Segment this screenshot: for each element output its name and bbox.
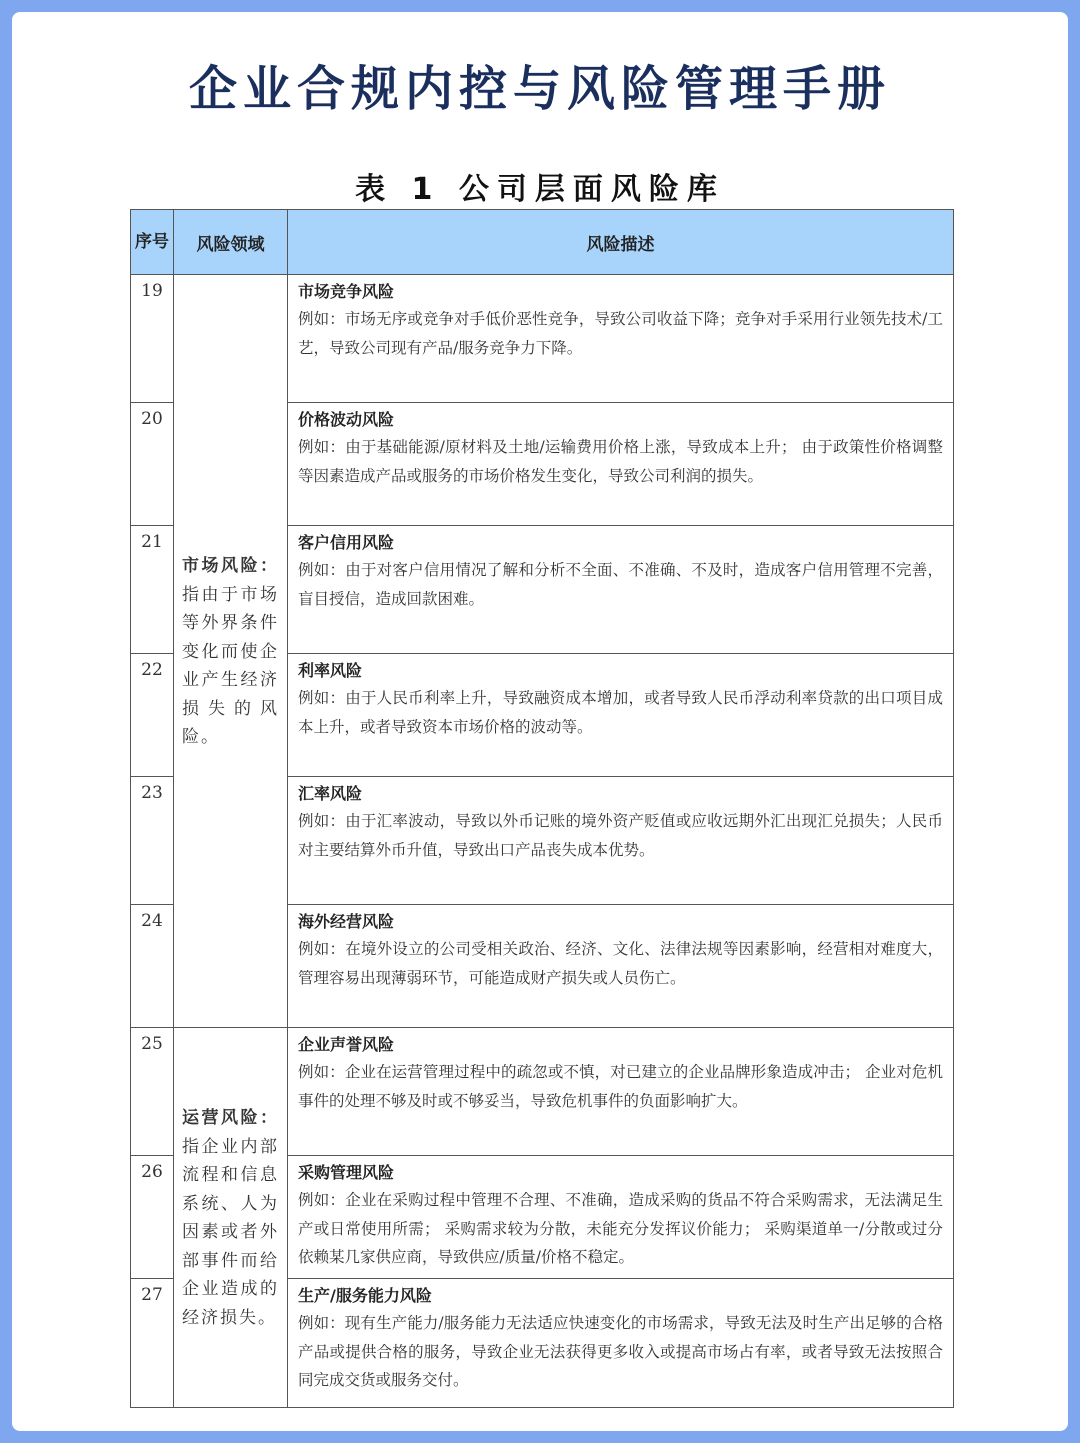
risk-example: 例如：企业在采购过程中管理不合理、不准确，造成采购的货品不符合采购需求，无法满足生产或日常使用所需； 采购需求较为分散，未能充分发挥议价能力； 采购渠道单一/分散或过分依赖某几家供应商，导致供应/质量/价格不稳定。 bbox=[298, 1191, 943, 1266]
risk-area-definition: 指企业内部流程和信息系统、人为因素或者外部事件而给企业造成的经济损失。 bbox=[182, 1136, 279, 1328]
risk-area-definition: 指由于市场等外界条件变化而使企业产生经济损失的风险。 bbox=[182, 584, 279, 747]
risk-description bbox=[288, 1279, 954, 1408]
risk-area-market bbox=[174, 275, 288, 1028]
risk-area-heading: 运营风险： bbox=[182, 1108, 279, 1128]
risk-example: 例如：由于汇率波动，导致以外币记账的境外资产贬值或应收远期外汇出现汇兑损失；人民币对主要结算外币升值，导致出口产品丧失成本优势。 bbox=[298, 812, 943, 859]
risk-name: 生产/服务能力风险 bbox=[298, 1286, 432, 1305]
row-number: 21 bbox=[131, 526, 174, 654]
header-risk-area: 风险领域 bbox=[174, 210, 288, 275]
risk-name: 价格波动风险 bbox=[298, 410, 395, 429]
table-header-row bbox=[131, 210, 954, 275]
row-number: 24 bbox=[131, 905, 174, 1028]
page-title: 企业合规内控与风险管理手册 bbox=[188, 61, 891, 117]
risk-description bbox=[288, 403, 954, 526]
header-serial-number: 序号 bbox=[131, 210, 174, 275]
risk-description bbox=[288, 654, 954, 777]
row-number: 27 bbox=[131, 1279, 174, 1408]
table-row bbox=[131, 275, 954, 403]
header-risk-description: 风险描述 bbox=[288, 210, 954, 275]
risk-example: 例如：市场无序或竞争对手低价恶性竞争，导致公司收益下降；竞争对手采用行业领先技术/工艺，导致公司现有产品/服务竞争力下降。 bbox=[298, 310, 943, 357]
row-number: 22 bbox=[131, 654, 174, 777]
risk-name: 客户信用风险 bbox=[298, 533, 395, 552]
table-title: 表 1 公司层面风险库 bbox=[355, 172, 725, 207]
risk-area-heading: 市场风险： bbox=[182, 556, 279, 576]
row-number: 26 bbox=[131, 1156, 174, 1279]
row-number: 23 bbox=[131, 777, 174, 905]
risk-description bbox=[288, 275, 954, 403]
risk-example: 例如：由于人民币利率上升，导致融资成本增加，或者导致人民币浮动利率贷款的出口项目成本上升，或者导致资本市场价格的波动等。 bbox=[298, 689, 943, 736]
row-number: 19 bbox=[131, 275, 174, 403]
row-number: 25 bbox=[131, 1028, 174, 1156]
risk-description bbox=[288, 1028, 954, 1156]
risk-description bbox=[288, 1156, 954, 1279]
risk-table bbox=[130, 209, 954, 1408]
risk-name: 利率风险 bbox=[298, 661, 363, 680]
risk-name: 采购管理风险 bbox=[298, 1163, 395, 1182]
risk-example: 例如：企业在运营管理过程中的疏忽或不慎，对已建立的企业品牌形象造成冲击； 企业对危机事件的处理不够及时或不够妥当，导致危机事件的负面影响扩大。 bbox=[298, 1063, 943, 1110]
risk-example: 例如：由于对客户信用情况了解和分析不全面、不准确、不及时，造成客户信用管理不完善，盲目授信，造成回款困难。 bbox=[298, 561, 943, 608]
risk-name: 海外经营风险 bbox=[298, 912, 395, 931]
risk-description bbox=[288, 777, 954, 905]
row-number: 20 bbox=[131, 403, 174, 526]
risk-name: 企业声誉风险 bbox=[298, 1035, 395, 1054]
risk-area-operation bbox=[174, 1028, 288, 1408]
risk-name: 市场竞争风险 bbox=[298, 282, 395, 301]
risk-example: 例如：由于基础能源/原材料及土地/运输费用价格上涨，导致成本上升； 由于政策性价格调整等因素造成产品或服务的市场价格发生变化，导致公司利润的损失。 bbox=[298, 438, 943, 485]
risk-description bbox=[288, 905, 954, 1028]
risk-example: 例如：现有生产能力/服务能力无法适应快速变化的市场需求，导致无法及时生产出足够的合格产品或提供合格的服务，导致企业无法获得更多收入或提高市场占有率，或者导致无法按照合同完成交货或服务交付。 bbox=[298, 1314, 943, 1389]
risk-example: 例如：在境外设立的公司受相关政治、经济、文化、法律法规等因素影响，经营相对难度大，管理容易出现薄弱环节，可能造成财产损失或人员伤亡。 bbox=[298, 940, 943, 987]
table-row bbox=[131, 1028, 954, 1156]
risk-description bbox=[288, 526, 954, 654]
risk-name: 汇率风险 bbox=[298, 784, 363, 803]
